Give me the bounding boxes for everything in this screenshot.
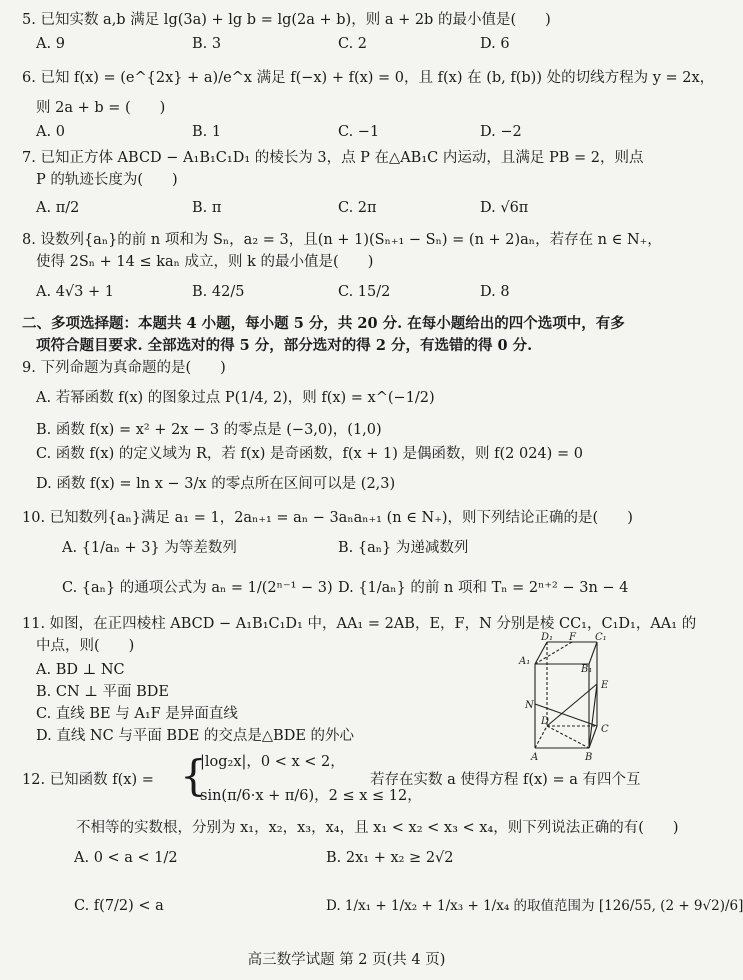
label-d1: D₁	[541, 632, 554, 643]
q12-option-c: C. f(7/2) < a	[74, 898, 164, 914]
label-a: A	[531, 752, 539, 763]
label-c: C	[601, 724, 609, 735]
q9-stem: 9. 下列命题为真命题的是( )	[22, 360, 226, 376]
q10-stem: 10. 已知数列{aₙ}满足 a₁ = 1，2aₙ₊₁ = aₙ − 3aₙaₙ₊₁ (n ∈ N₊)，则下列结论正确的是( )	[22, 510, 633, 526]
q5-option-a: A. 9	[36, 36, 65, 52]
q6-option-d: D. −2	[480, 124, 522, 140]
q6-stem: 6. 已知 f(x) = (e^{2x} + a)/e^x 满足 f(−x) + f(x) = 0，且 f(x) 在 (b, f(b)) 处的切线方程为 y = 2x，	[22, 70, 715, 86]
q12-brace: {	[180, 751, 207, 800]
q11-stem-2: 中点，则( )	[36, 638, 135, 654]
q12-stem-b: 若存在实数 a 使得方程 f(x) = a 有四个互	[370, 772, 641, 788]
q12-option-a: A. 0 < a < 1/2	[74, 850, 178, 866]
q12-stem-2: 不相等的实数根，分别为 x₁，x₂，x₃，x₄，且 x₁ < x₂ < x₃ < x₄，则下列说法正确的有( )	[76, 820, 679, 836]
prism-figure	[515, 630, 655, 762]
q8-stem: 8. 设数列{aₙ}的前 n 项和为 Sₙ，a₂ = 3，且(n + 1)(Sₙ₊₁ − Sₙ) = (n + 2)aₙ，若存在 n ∈ N₊，	[22, 232, 662, 248]
q6-option-a: A. 0	[36, 124, 65, 140]
q8-option-b: B. 42/5	[192, 284, 245, 300]
label-f: F	[569, 632, 576, 643]
label-n: N	[525, 700, 534, 711]
label-b1: B₁	[581, 664, 593, 675]
q12-piece-2: sin(π/6·x + π/6)，2 ≤ x ≤ 12，	[200, 788, 422, 804]
q10-option-b: B. {aₙ} 为递减数列	[338, 540, 469, 556]
q10-option-c: C. {aₙ} 的通项公式为 aₙ = 1/(2ⁿ⁻¹ − 3)	[62, 580, 333, 596]
q11-option-a: A. BD ⊥ NC	[36, 662, 125, 678]
q11-stem: 11. 如图，在正四棱柱 ABCD − A₁B₁C₁D₁ 中，AA₁ = 2AB，E，F，N 分别是棱 CC₁，C₁D₁，AA₁ 的	[22, 616, 697, 632]
q6-option-c: C. −1	[338, 124, 380, 140]
q8-option-c: C. 15/2	[338, 284, 391, 300]
q9-option-d: D. 函数 f(x) = ln x − 3/x 的零点所在区间可以是 (2,3)	[36, 476, 396, 492]
q9-option-b: B. 函数 f(x) = x² + 2x − 3 的零点是 (−3,0)，(1,0)	[36, 422, 382, 438]
q11-option-b: B. CN ⊥ 平面 BDE	[36, 684, 169, 700]
label-e: E	[601, 680, 609, 691]
q10-option-a: A. {1/aₙ + 3} 为等差数列	[62, 540, 237, 556]
q9-option-a: A. 若幂函数 f(x) 的图象过点 P(1/4, 2)，则 f(x) = x^(−1/2)	[36, 390, 435, 406]
q6-option-b: B. 1	[192, 124, 222, 140]
section-2-instructions: 项符合题目要求. 全部选对的得 5 分，部分选对的得 2 分，有选错的得 0 分.	[36, 337, 533, 354]
q5-stem: 5. 已知实数 a,b 满足 lg(3a) + lg b = lg(2a + b)，则 a + 2b 的最小值是( )	[22, 12, 551, 28]
q7-option-a: A. π/2	[36, 200, 80, 216]
label-a1: A₁	[519, 656, 531, 667]
section-2-heading: 二、多项选择题：本题共 4 小题，每小题 5 分，共 20 分. 在每小题给出的四个选项中，有多	[22, 315, 625, 332]
q5-option-d: D. 6	[480, 36, 510, 52]
q8-stem-2: 使得 2Sₙ + 14 ≤ kaₙ 成立，则 k 的最小值是( )	[36, 254, 374, 270]
q8-option-d: D. 8	[480, 284, 510, 300]
q12-piece-1: |log₂x|，0 < x < 2，	[200, 754, 345, 770]
label-d: D	[541, 716, 550, 727]
page-footer: 高三数学试题 第 2 页(共 4 页)	[247, 952, 446, 968]
q7-stem: 7. 已知正方体 ABCD − A₁B₁C₁D₁ 的棱长为 3，点 P 在△AB₁C 内运动，且满足 PB = 2，则点	[22, 150, 644, 166]
q7-option-d: D. √6π	[480, 200, 529, 216]
q12-option-d: D. 1/x₁ + 1/x₂ + 1/x₃ + 1/x₄ 的取值范围为 [126/55, (2 + 9√2)/6]	[326, 898, 743, 914]
label-b: B	[585, 752, 593, 763]
q5-option-c: C. 2	[338, 36, 368, 52]
q7-stem-2: P 的轨迹长度为( )	[36, 172, 178, 188]
label-c1: C₁	[595, 632, 607, 643]
q12-stem-a: 12. 已知函数 f(x) =	[22, 772, 154, 788]
q11-option-d: D. 直线 NC 与平面 BDE 的交点是△BDE 的外心	[36, 728, 355, 744]
q7-option-c: C. 2π	[338, 200, 377, 216]
q10-option-d: D. {1/aₙ} 的前 n 项和 Tₙ = 2ⁿ⁺² − 3n − 4	[338, 580, 629, 596]
q11-option-c: C. 直线 BE 与 A₁F 是异面直线	[36, 706, 238, 722]
q7-option-b: B. π	[192, 200, 222, 216]
q12-option-b: B. 2x₁ + x₂ ≥ 2√2	[326, 850, 454, 866]
q6-stem-2: 则 2a + b = ( )	[36, 100, 166, 116]
q8-option-a: A. 4√3 + 1	[36, 284, 114, 300]
q9-option-c: C. 函数 f(x) 的定义域为 R，若 f(x) 是奇函数，f(x + 1) 是偶函数，则 f(2 024) = 0	[36, 446, 583, 462]
q5-option-b: B. 3	[192, 36, 222, 52]
